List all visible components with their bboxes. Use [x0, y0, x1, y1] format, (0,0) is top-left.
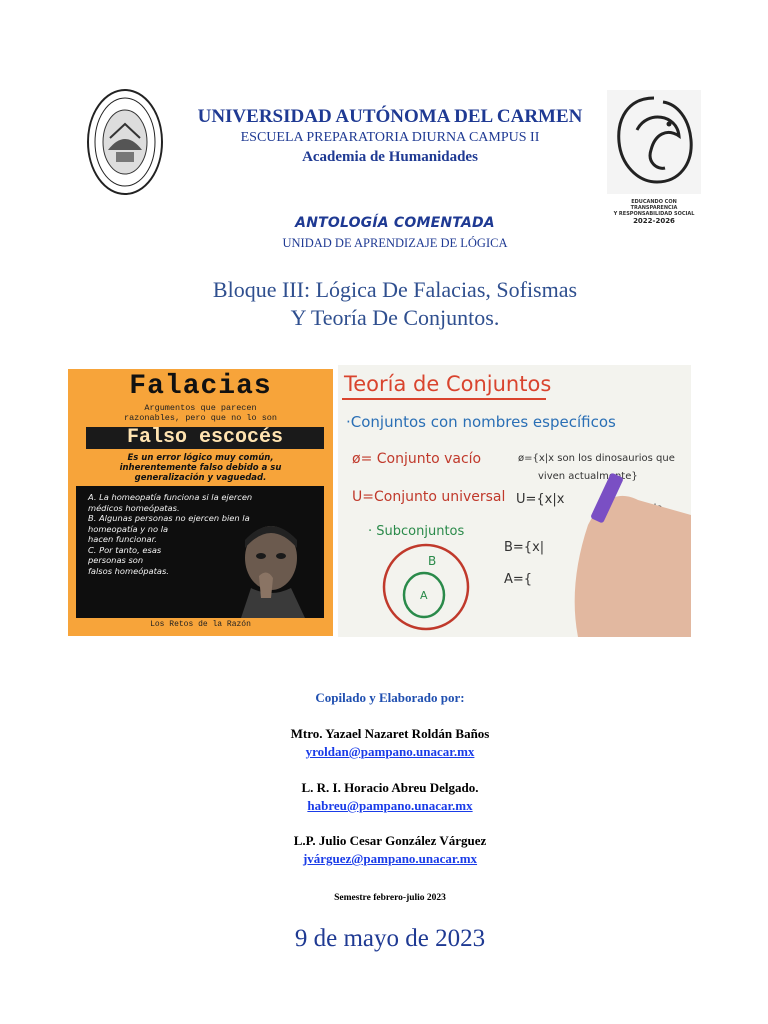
venn-outer-label: B: [428, 554, 437, 568]
board-a-def: A={: [504, 572, 533, 587]
example-line: A. La homeopatía funciona si la ejercen: [88, 492, 253, 502]
example-line: C. Por tanto, esas: [88, 544, 162, 555]
fallacies-poster: [68, 369, 333, 636]
example-line: hacen funcionar.: [88, 534, 157, 544]
board-subsets: · Subconjuntos: [368, 524, 465, 539]
poster-title: Falacias: [129, 371, 272, 402]
academy-name: Academia de Humanidades: [302, 149, 478, 165]
author-name: Mtro. Yazael Nazaret Roldán Baños: [290, 726, 490, 741]
example-line: personas son: [88, 555, 144, 565]
example-line: B. Algunas personas no ejercen bien la: [88, 513, 250, 523]
logo-caption-2: Y RESPONSABILIDAD SOCIAL: [613, 211, 695, 217]
poster-footer: Los Retos de la Razón: [150, 620, 251, 629]
school-name: ESCUELA PREPARATORIA DIURNA CAMPUS II: [240, 130, 540, 145]
author-email-link[interactable]: habreu@pampano.unacar.mx: [307, 798, 473, 813]
author-email-link[interactable]: jvárguez@pampano.unacar.mx: [302, 851, 478, 866]
board-empty-set: ø= Conjunto vacío: [352, 451, 482, 467]
author-name: L. R. I. Horacio Abreu Delgado.: [301, 780, 479, 795]
venn-inner-label: A: [420, 589, 428, 602]
poster-definition: [68, 453, 333, 483]
example-line: homeopatía y no la: [88, 523, 169, 534]
logo-caption-1: EDUCANDO CON TRANSPARENCIA: [630, 199, 678, 211]
poster-fallacy-name: Falso escocés: [86, 427, 324, 449]
poster-definition-1: Es un error lógico muy común,: [127, 453, 274, 463]
university-name: UNIVERSIDAD AUTÓNOMA DEL CARMEN: [197, 106, 583, 127]
document-date: 9 de mayo de 2023: [294, 925, 486, 952]
document-type: ANTOLOGÍA COMENTADA: [295, 215, 495, 231]
example-line: médicos homeópatas.: [88, 502, 180, 513]
author-name: L.P. Julio Cesar González Várguez: [293, 833, 487, 848]
set-theory-whiteboard: [338, 365, 691, 637]
poster-subtitle: [68, 403, 333, 423]
poster-example-box: [76, 486, 324, 618]
author-email-link[interactable]: yroldan@pampano.unacar.mx: [305, 744, 475, 759]
learning-unit: UNIDAD DE APRENDIZAJE DE LÓGICA: [282, 236, 508, 250]
logo-years: 2022-2026: [633, 217, 675, 225]
board-universal-def: U={x|x: [516, 492, 565, 507]
board-title: Teoría de Conjuntos: [344, 372, 552, 396]
board-b-def: B={x|: [504, 540, 545, 555]
poster-example-text: [88, 492, 308, 576]
board-universal-set: U=Conjunto universal: [352, 489, 506, 505]
poster-definition-3: generalización y vaguedad.: [134, 473, 267, 483]
board-empty-def-2: viven actualmente}: [538, 471, 638, 482]
block-title-line1: Bloque III: Lógica De Falacias, Sofismas: [212, 277, 578, 302]
compiled-by-label: Copilado y Elaborado por:: [315, 690, 465, 705]
board-empty-def-1: ø={x|x son los dinosaurios que: [518, 453, 675, 464]
block-title-line2: Y Teoría De Conjuntos.: [290, 305, 500, 330]
example-line: falsos homeópatas.: [88, 565, 169, 576]
poster-subtitle-2: razonables, pero que no lo son: [123, 413, 278, 423]
board-line1: ·Conjuntos con nombres específicos: [346, 413, 616, 431]
semester-label: Semestre febrero-julio 2023: [334, 893, 446, 903]
poster-subtitle-1: Argumentos que parecen: [144, 403, 257, 413]
poster-definition-2: inherentemente falso debido a su: [119, 463, 282, 473]
